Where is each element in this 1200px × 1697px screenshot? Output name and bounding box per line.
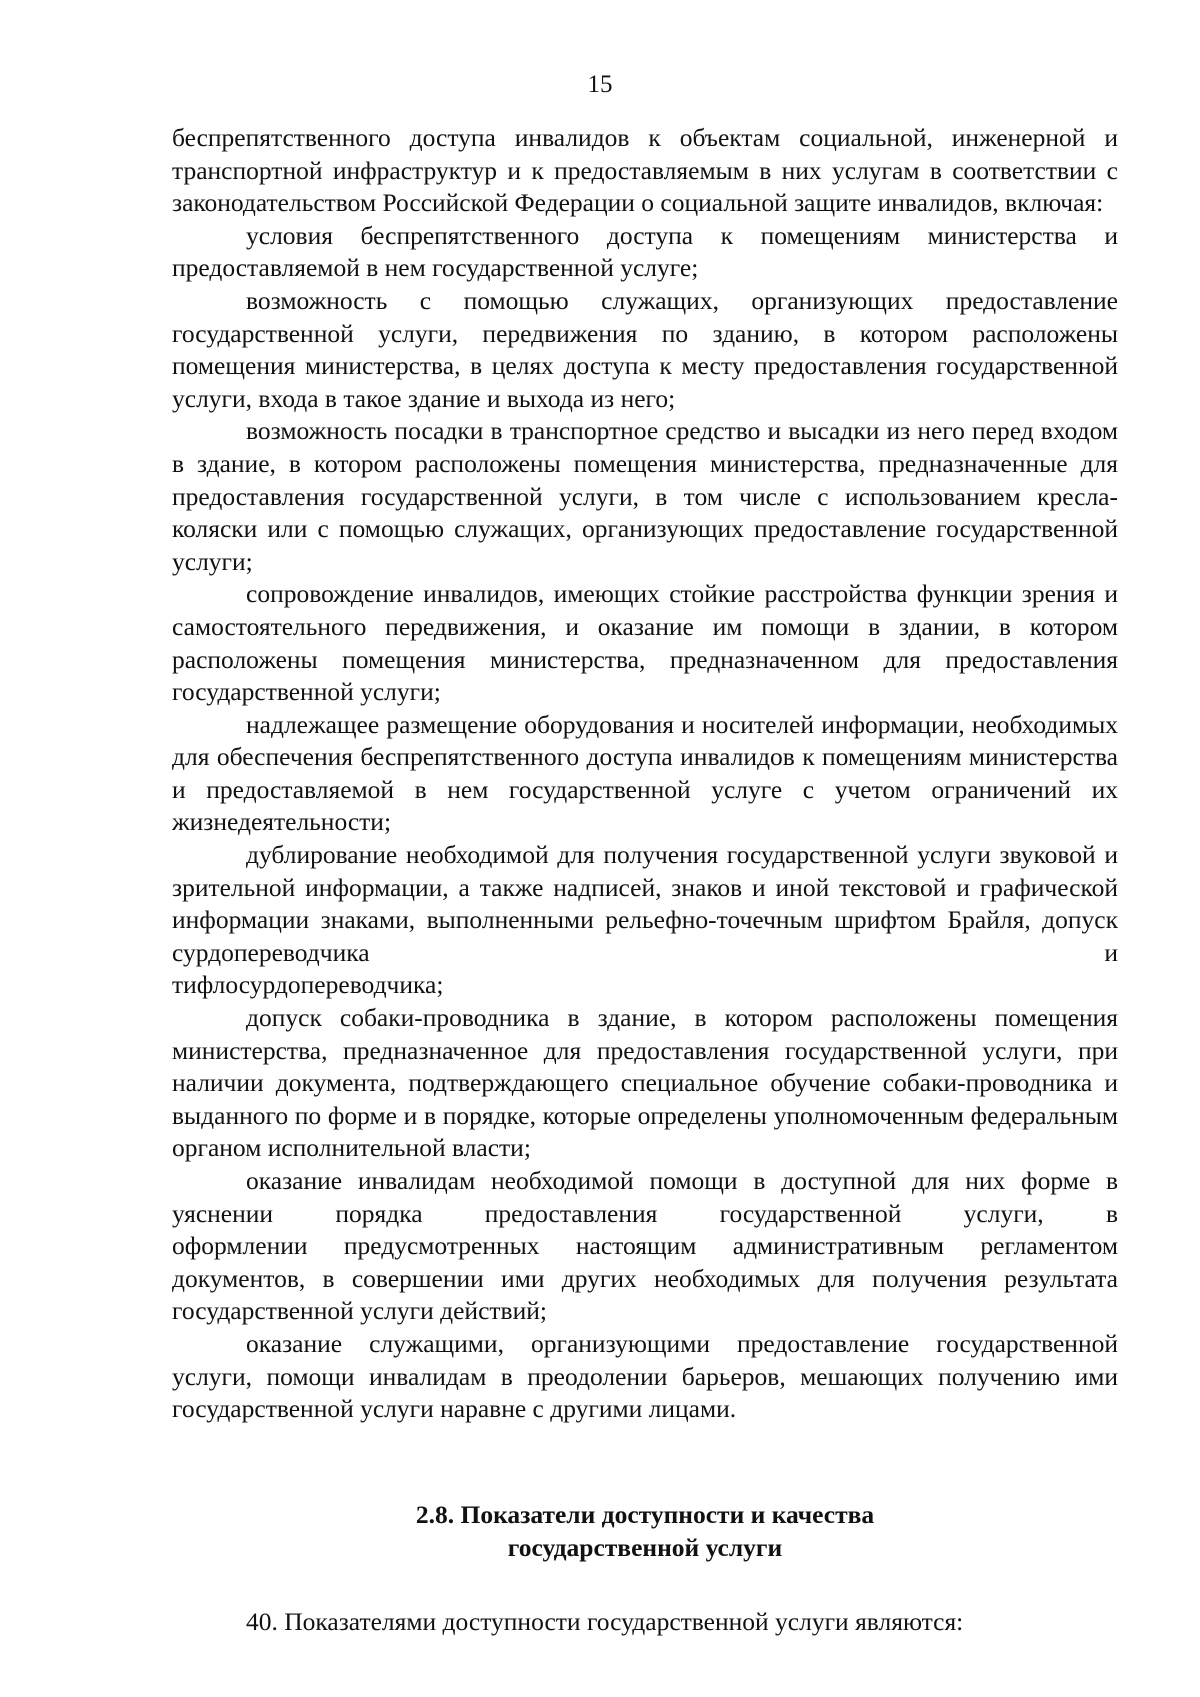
paragraph: условия беспрепятственного доступа к помещениям министерства и предоставляемой в нем государственной услуге; (172, 220, 1118, 283)
paragraph: оказание служащими, организующими предоставление государственной услуги, помощи инвалидам в преодолении барьеров, мешающих получению ими государственной услуги наравне с другими лицами. (172, 1328, 1118, 1424)
paragraph: возможность с помощью служащих, организующих предоставление государственной услуги, передвижения по зданию, в котором расположены помещения министерства, в целях доступа к месту предоставления государственной услуги, входа в такое здание и выхода из него; (172, 285, 1118, 413)
paragraph: сопровождение инвалидов, имеющих стойкие расстройства функции зрения и самостоятельного передвижения, и оказание им помощи в здании, в котором расположены помещения министерства, предназначенном для предоставления государственной услуги; (172, 579, 1118, 707)
paragraph: 40. Показателями доступности государственной услуги являются: (246, 1607, 964, 1636)
paragraph: возможность посадки в транспортное средство и высадки из него перед входом в здание, в котором расположены помещения министерства, предназначенные для предоставления государственной услуги, в том числе с использованием кресла-коляски или с помощью служащих, организующих предоставление государственной услуги; (172, 416, 1118, 576)
page-number: 15 (587, 71, 613, 98)
paragraph: оформлении предусмотренных настоящим административным регламентом документов, в совершении ими других необходимых для получения результата государственной услуги действий; (172, 1231, 1118, 1326)
section-heading-line: 2.8. Показатели доступности и качества (415, 1500, 875, 1529)
paragraph: надлежащее размещение оборудования и носителей информации, необходимых для обеспечения беспрепятственного доступа инвалидов к помещениям министерства и предоставляемой в нем государственной услуге с учетом ограничений их жизнедеятельности; (172, 709, 1118, 837)
paragraph: допуск собаки-проводника в здание, в котором расположены помещения министерства, предназначенное для предоставления государственной услуги, при наличии документа, подтверждающего специальное обучение собаки-проводника и выданного по форме и в порядке, которые определены уполномоченным федеральным органом исполнительной власти; (172, 1003, 1118, 1163)
paragraph: тифлосурдопереводчика; (172, 970, 444, 1000)
paragraph: дублирование необходимой для получения государственной услуги звуковой и зрительной информации, а также надписей, знаков и иной текстовой и графической информации знаками, выполненными рельефно-точечным шрифтом Брайля, допуск сурдопереводчика и (172, 840, 1118, 967)
section-heading-line: государственной услуги (507, 1533, 783, 1562)
section-heading (172, 1498, 1118, 1564)
paragraph: беспрепятственного доступа инвалидов к объектам социальной, инженерной и транспортной инфраструктур и к предоставляемым в них услугам в соответствии с законодательством Российской Федерации о социальной защите инвалидов, включая: (172, 123, 1118, 218)
paragraph: оказание инвалидам необходимой помощи в доступной для них форме в уяснении порядка предоставления государственной услуги, в (172, 1166, 1118, 1228)
body-text (172, 122, 1118, 1426)
